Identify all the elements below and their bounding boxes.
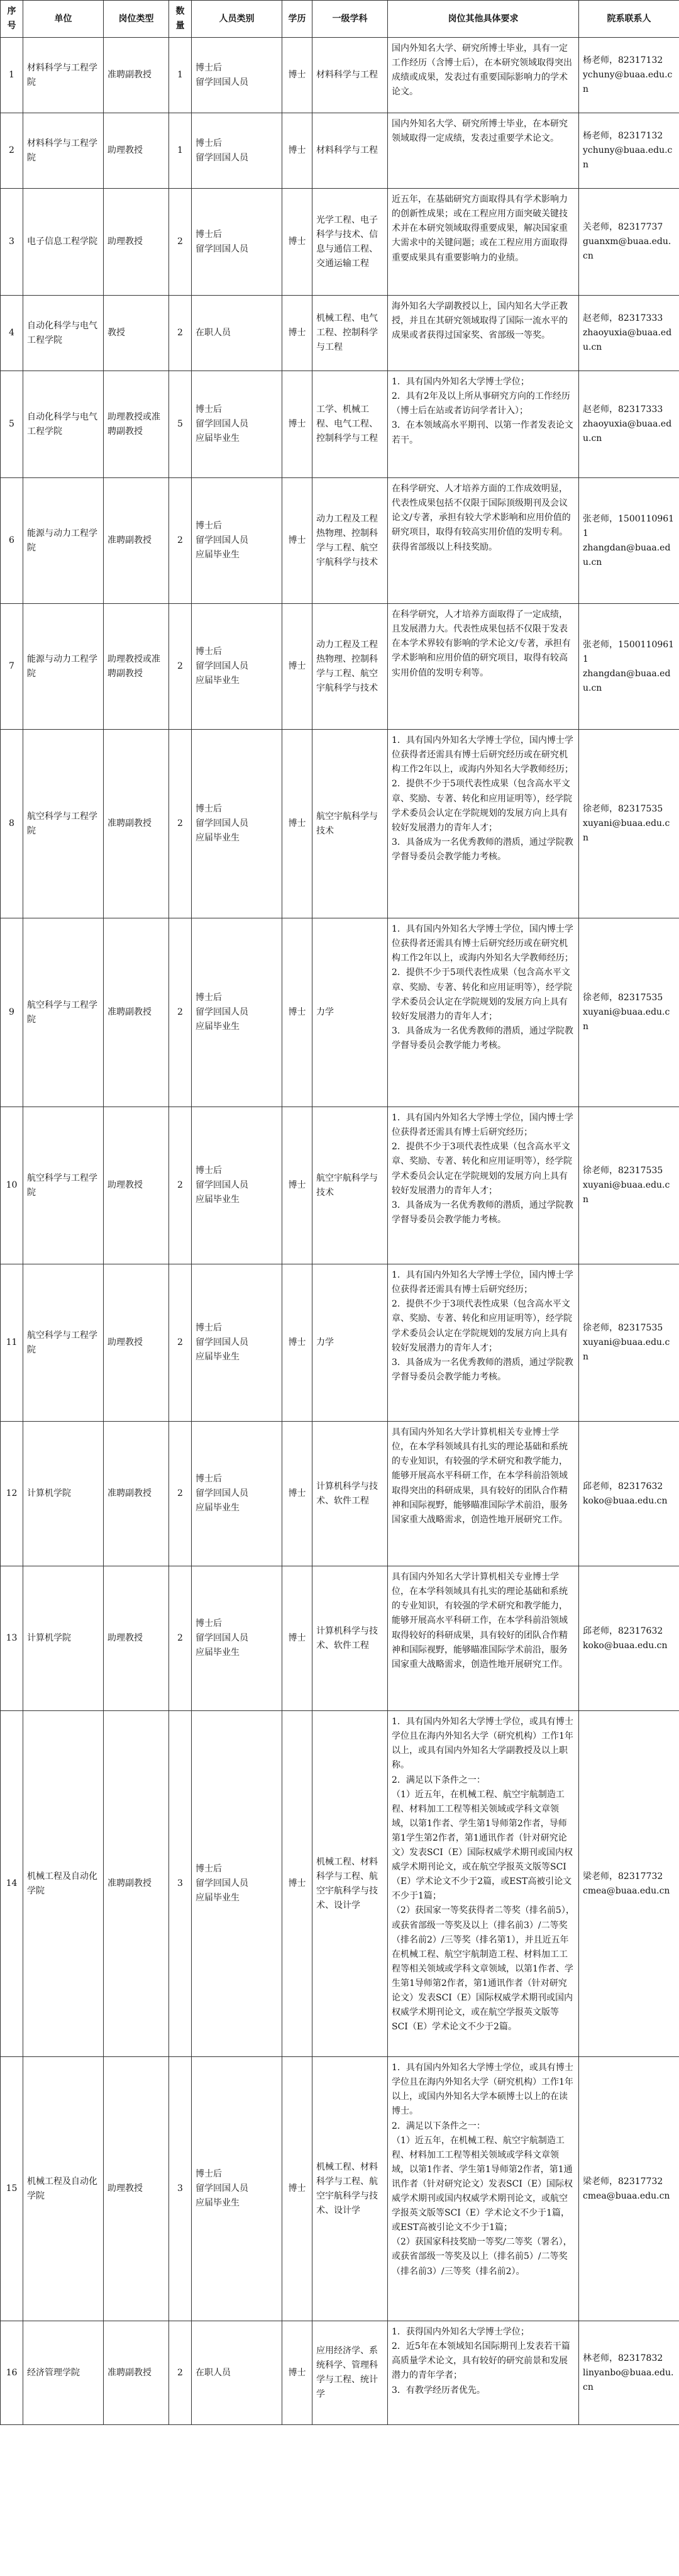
cell-requirements-line: 2．近5年在本领域知名国际期刊上发表若干篇高质量学术论文，具有较好的研究前景和发展潜力的青年学者； [392, 2341, 570, 2381]
cell-personnel-category-line: 博士后 [196, 1323, 222, 1334]
cell-unit: 电子信息工程学院 [23, 189, 104, 296]
cell-contact [579, 113, 679, 189]
cell-index: 3 [1, 189, 23, 296]
contact-email[interactable]: koko@buaa.edu.cn [583, 1495, 668, 1506]
header-education: 学历 [282, 1, 312, 38]
table-row [1, 1107, 679, 1264]
cell-quantity: 3 [169, 2057, 192, 2321]
cell-position-type: 助理教授 [104, 1566, 169, 1711]
header-unit: 单位 [23, 1, 104, 38]
cell-requirements-line: 2．具有2年及以上所从事研究方向的工作经历（博士后在站或者访问学者计入）； [392, 391, 570, 416]
cell-personnel-category-line: 应届毕业生 [196, 833, 240, 844]
cell-personnel-category-line: 留学回国人员 [196, 1878, 248, 1889]
cell-personnel-category-line: 应届毕业生 [196, 2198, 240, 2209]
cell-requirements [388, 371, 579, 478]
cell-position-type: 准聘副教授 [104, 1422, 169, 1566]
cell-unit: 能源与动力工程学院 [23, 478, 104, 604]
cell-unit: 能源与动力工程学院 [23, 604, 104, 730]
cell-discipline: 机械工程、电气工程、控制科学与工程 [312, 296, 388, 371]
cell-requirements-line: 1．具有国内外知名大学博士学位，国内博士学位获得者还需具有博士后研究经历或在研究机构工作2年以上，或海内外知名大学教师经历； [392, 735, 573, 775]
cell-unit: 航空科学与工程学院 [23, 1264, 104, 1422]
cell-quantity: 2 [169, 2321, 192, 2425]
cell-position-type: 助理教授或准聘副教授 [104, 371, 169, 478]
cell-contact [579, 730, 679, 918]
cell-education: 博士 [282, 296, 312, 371]
contact-email[interactable]: koko@buaa.edu.cn [583, 1640, 668, 1651]
cell-personnel-category-line: 留学回国人员 [196, 661, 248, 672]
contact-name-phone: 杨老师，82317132 [583, 131, 663, 142]
cell-requirements-line: 1．具有国内外知名大学博士学位，或具有博士学位且在海内外知名大学（研究机构）工作1年以上，或国内外知名大学本硕博士以上的在读博士。 [392, 2063, 573, 2117]
cell-education: 博士 [282, 1711, 312, 2057]
contact-email[interactable]: zhangdan@buaa.edu.cn [583, 542, 671, 567]
table-row [1, 730, 679, 918]
cell-requirements-line: 1．具有国内外知名大学博士学位； [392, 377, 529, 388]
cell-personnel-category [192, 604, 282, 730]
header-quantity: 数量 [169, 1, 192, 38]
cell-personnel-category-line: 留学回国人员 [196, 77, 248, 87]
table-row [1, 478, 679, 604]
cell-requirements [388, 2057, 579, 2321]
cell-personnel-category-line: 博士后 [196, 993, 222, 1003]
cell-education: 博士 [282, 189, 312, 296]
cell-position-type: 准聘副教授 [104, 918, 169, 1107]
cell-requirements [388, 1264, 579, 1422]
cell-contact [579, 604, 679, 730]
cell-requirements [388, 1711, 579, 2057]
cell-contact [579, 1566, 679, 1711]
cell-contact [579, 918, 679, 1107]
cell-unit: 经济管理学院 [23, 2321, 104, 2425]
cell-index: 9 [1, 918, 23, 1107]
table-row [1, 1422, 679, 1566]
cell-position-type: 准聘副教授 [104, 38, 169, 113]
cell-requirements-line: 3．具备成为一名优秀教师的潜质，通过学院教学督导委员会教学能力考核。 [392, 1357, 573, 1382]
contact-email[interactable]: zhangdan@buaa.edu.cn [583, 668, 671, 693]
cell-education: 博士 [282, 113, 312, 189]
cell-requirements-line: （2）获国家科技奖励一等奖/二等奖（署名），或获省部级一等奖及以上（排名前5）/二等奖（排名前3）/三等奖（排名前2）。 [392, 2237, 572, 2277]
table-row [1, 2057, 679, 2321]
cell-personnel-category-line: 留学回国人员 [196, 1633, 248, 1644]
contact-name-phone: 张老师，15001109611 [583, 639, 675, 664]
cell-personnel-category [192, 2057, 282, 2321]
cell-unit: 材料科学与工程学院 [23, 38, 104, 113]
cell-personnel-category-line: 博士后 [196, 647, 222, 657]
table-row [1, 918, 679, 1107]
cell-index: 2 [1, 113, 23, 189]
cell-personnel-category [192, 1107, 282, 1264]
cell-index: 8 [1, 730, 23, 918]
cell-position-type: 准聘副教授 [104, 2321, 169, 2425]
cell-requirements: 国内外知名大学、研究所博士毕业，具有一定工作经历（含博士后），在本研究领域取得突出成绩或成果，发表过有重要国际影响力的学术论文。 [388, 38, 579, 113]
cell-quantity: 2 [169, 1107, 192, 1264]
cell-requirements: 国内外知名大学、研究所博士毕业，在本研究领域取得一定成绩，发表过重要学术论文。 [388, 113, 579, 189]
cell-requirements: 在科学研究，人才培养方面取得了一定成绩，且发展潜力大。代表性成果包括不仅限于发表在本学术界较有影响的学术论文/专著，承担有学术影响和应用价值的研究项目，取得有较高实用价值的发明专利等。 [388, 604, 579, 730]
contact-name-phone: 徐老师，82317535 [583, 993, 663, 1003]
cell-index: 6 [1, 478, 23, 604]
cell-index: 12 [1, 1422, 23, 1566]
cell-requirements-line: （2）获国家一等奖获得者二等奖（排名前5），或获省部级一等奖及以上（排名前3）/二等奖（排名前2）/三等奖（排名第1），并且近五年在机械工程、航空宇航制造工程、材料加工工程等相关领域或学科文章领域，以第1作者、学生第1导师第2作者，第1通讯作者（针对研究论文）发表SCI（E）国际权威学术期刊或国内权威学术期刊论文，或在航空学报英文版等SCI（E）学术论文不少于2篇。 [392, 1905, 575, 2032]
cell-requirements [388, 730, 579, 918]
cell-unit: 材料科学与工程学院 [23, 113, 104, 189]
cell-education: 博士 [282, 730, 312, 918]
cell-discipline: 工学、机械工程、电气工程、控制科学与工程 [312, 371, 388, 478]
cell-personnel-category-line: 博士后 [196, 62, 222, 73]
contact-name-phone: 杨老师，82317132 [583, 55, 663, 66]
cell-personnel-category [192, 1711, 282, 2057]
cell-personnel-category-line: 博士后 [196, 229, 222, 240]
cell-quantity: 2 [169, 1422, 192, 1566]
cell-discipline: 计算机科学与技术、软件工程 [312, 1422, 388, 1566]
cell-quantity: 2 [169, 1264, 192, 1422]
table-row [1, 1566, 679, 1711]
contact-name-phone: 邱老师，82317632 [583, 1625, 663, 1636]
cell-requirements [388, 918, 579, 1107]
cell-position-type: 准聘副教授 [104, 1711, 169, 2057]
cell-requirements: 在科学研究、人才培养方面的工作成效明显，代表性成果包括不仅限于国际顶级期刊及会议论文/专著，承担有较大学术影响和应用价值的研究项目，取得有较高实用价值的发明专利。获得省部级以上科技奖励。 [388, 478, 579, 604]
contact-name-phone: 梁老师，82317732 [583, 1871, 663, 1882]
cell-discipline: 航空宇航科学与技术 [312, 1107, 388, 1264]
cell-requirements-line: 1．具有国内外知名大学博士学位，国内博士学位获得者还需具有博士后研究经历； [392, 1113, 573, 1138]
cell-unit: 计算机学院 [23, 1566, 104, 1711]
cell-requirements [388, 2321, 579, 2425]
contact-email[interactable]: ychuny@buaa.edu.cn [583, 70, 673, 95]
cell-position-type: 助理教授 [104, 1107, 169, 1264]
cell-contact [579, 2321, 679, 2425]
cell-personnel-category-line: 博士后 [196, 138, 222, 148]
contact-name-phone: 徐老师，82317535 [583, 804, 663, 815]
cell-education: 博士 [282, 38, 312, 113]
cell-requirements-line: 2．提供不少于5项代表性成果（包含高水平文章、奖励、专著、转化和应用证明等），经学院学术委员会认定在学院规划的发展方向上具有较好发展潜力的青年人才； [392, 779, 572, 833]
cell-personnel-category-line: 留学回国人员 [196, 535, 248, 546]
table-row [1, 1711, 679, 2057]
cell-contact [579, 371, 679, 478]
cell-requirements-line: 3．有教学经历者优先。 [392, 2385, 485, 2395]
cell-personnel-category [192, 918, 282, 1107]
cell-unit: 航空科学与工程学院 [23, 918, 104, 1107]
cell-education: 博士 [282, 1264, 312, 1422]
cell-personnel-category [192, 113, 282, 189]
cell-discipline: 机械工程、材料科学与工程、航空宇航科学与技术、设计学 [312, 2057, 388, 2321]
cell-index: 4 [1, 296, 23, 371]
cell-quantity: 2 [169, 1566, 192, 1711]
cell-discipline: 材料科学与工程 [312, 38, 388, 113]
cell-position-type: 助理教授 [104, 113, 169, 189]
cell-education: 博士 [282, 918, 312, 1107]
cell-requirements-line: 2．满足以下条件之一： [392, 2121, 485, 2131]
cell-discipline: 动力工程及工程热物理、控制科学与工程、航空宇航科学与技术 [312, 478, 388, 604]
cell-personnel-category [192, 1422, 282, 1566]
cell-personnel-category [192, 189, 282, 296]
cell-position-type: 准聘副教授 [104, 478, 169, 604]
cell-personnel-category [192, 38, 282, 113]
cell-personnel-category-line: 留学回国人员 [196, 818, 248, 829]
cell-unit: 航空科学与工程学院 [23, 1107, 104, 1264]
table-row [1, 604, 679, 730]
cell-discipline: 动力工程及工程热物理、控制科学与工程、航空宇航科学与技术 [312, 604, 388, 730]
cell-index: 16 [1, 2321, 23, 2425]
cell-index: 1 [1, 38, 23, 113]
contact-email[interactable]: guanxm@buaa.edu.cn [583, 237, 671, 262]
cell-quantity: 5 [169, 371, 192, 478]
cell-personnel-category [192, 730, 282, 918]
header-index: 序号 [1, 1, 23, 38]
cell-contact [579, 189, 679, 296]
contact-email[interactable]: xuyani@buaa.edu.cn [583, 1337, 670, 1363]
contact-name-phone: 徐老师，82317535 [583, 1166, 663, 1176]
cell-contact [579, 1264, 679, 1422]
cell-personnel-category-line: 留学回国人员 [196, 1337, 248, 1348]
cell-requirements-line: 1．具有国内外知名大学博士学位，或具有博士学位且在海内外知名大学（研究机构）工作1年以上，或具有国内外知名大学副教授及以上职称。 [392, 1717, 573, 1771]
cell-discipline: 材料科学与工程 [312, 113, 388, 189]
cell-unit: 航空科学与工程学院 [23, 730, 104, 918]
cell-contact [579, 1107, 679, 1264]
cell-requirements-line: （1）近五年，在机械工程、航空宇航制造工程、材料加工工程等相关领域或学科文章领域，以第1作者、学生第1导师第2作者，第1通讯作者（针对研究论文）发表SCI（E）国际权威学术期刊或国内权威学术期刊论文，或航空学报英文版等SCI（E）学术论文不少于1篇，或EST高被引论文不少于1篇； [392, 2135, 573, 2233]
cell-position-type: 助理教授 [104, 2057, 169, 2321]
contact-email[interactable]: ychuny@buaa.edu.cn [583, 145, 673, 170]
cell-requirements-line: 2．提供不少于3项代表性成果（包含高水平文章、奖励、专著、转化和应用证明等），经学院学术委员会认定在学院规划的发展方向上具有较好发展潜力的青年人才； [392, 1299, 572, 1353]
cell-personnel-category-line: 应届毕业生 [196, 676, 240, 686]
cell-personnel-category [192, 1264, 282, 1422]
contact-email[interactable]: cmea@buaa.edu.cn [583, 2190, 670, 2201]
cell-discipline: 力学 [312, 918, 388, 1107]
cell-personnel-category-line: 留学回国人员 [196, 419, 248, 430]
contact-email[interactable]: linyanbo@buaa.edu.cn [583, 2367, 674, 2392]
table-row [1, 1264, 679, 1422]
table-row [1, 2321, 679, 2425]
cell-personnel-category-line: 应届毕业生 [196, 433, 240, 444]
cell-education: 博士 [282, 2321, 312, 2425]
cell-contact [579, 296, 679, 371]
cell-personnel-category-line: 博士后 [196, 1619, 222, 1629]
contact-name-phone: 赵老师，82317333 [583, 404, 663, 415]
cell-requirements-line: 3．具备成为一名优秀教师的潜质，通过学院教学督导委员会教学能力考核。 [392, 837, 573, 862]
cell-personnel-category-line: 博士后 [196, 521, 222, 532]
cell-personnel-category-line: 博士后 [196, 1864, 222, 1875]
contact-name-phone: 林老师，82317832 [583, 2353, 663, 2363]
contact-name-phone: 关老师，82317737 [583, 222, 663, 233]
cell-personnel-category [192, 478, 282, 604]
table-row [1, 38, 679, 113]
cell-unit: 自动化科学与电气工程学院 [23, 296, 104, 371]
cell-quantity: 2 [169, 296, 192, 371]
cell-personnel-category-line: 应届毕业生 [196, 1352, 240, 1363]
cell-personnel-category: 在职人员 [192, 2321, 282, 2425]
cell-personnel-category-line: 应届毕业生 [196, 1022, 240, 1032]
contact-email[interactable]: xuyani@buaa.edu.cn [583, 1180, 670, 1205]
cell-unit: 机械工程及自动化学院 [23, 2057, 104, 2321]
cell-requirements-line: 1．具有国内外知名大学博士学位，国内博士学位获得者还需具有博士后研究经历或在研究机构工作2年以上，或海内外知名大学教师经历； [392, 924, 573, 964]
cell-personnel-category-line: 应届毕业生 [196, 1503, 240, 1514]
cell-discipline: 应用经济学、系统科学、管理科学与工程、统计学 [312, 2321, 388, 2425]
table-header [1, 1, 679, 38]
cell-personnel-category-line: 应届毕业生 [196, 1648, 240, 1658]
cell-position-type: 助理教授 [104, 189, 169, 296]
table-row [1, 189, 679, 296]
cell-requirements: 近五年，在基础研究方面取得具有学术影响力的创新性成果；或在工程应用方面突破关键技术并在本研究领域取得重要成果，解决国家重大需求中的关键问题；或在工程应用方面取得重要成果具有重要影响力的业绩。 [388, 189, 579, 296]
cell-personnel-category-line: 留学回国人员 [196, 1180, 248, 1191]
cell-contact [579, 478, 679, 604]
contact-name-phone: 张老师，15001109611 [583, 513, 675, 538]
cell-quantity: 2 [169, 918, 192, 1107]
contact-email[interactable]: zhaoyuxia@buaa.edu.cn [583, 328, 672, 353]
cell-personnel-category-line: 应届毕业生 [196, 1195, 240, 1205]
cell-quantity: 2 [169, 478, 192, 604]
cell-index: 5 [1, 371, 23, 478]
cell-contact [579, 1711, 679, 2057]
cell-quantity: 2 [169, 604, 192, 730]
cell-education: 博士 [282, 1566, 312, 1711]
cell-personnel-category-line: 博士后 [196, 1474, 222, 1485]
contact-email[interactable]: xuyani@buaa.edu.cn [583, 818, 670, 844]
cell-personnel-category [192, 371, 282, 478]
cell-personnel-category-line: 留学回国人员 [196, 1007, 248, 1018]
cell-index: 15 [1, 2057, 23, 2321]
cell-contact [579, 38, 679, 113]
cell-quantity: 2 [169, 189, 192, 296]
cell-personnel-category-line: 留学回国人员 [196, 1488, 248, 1499]
cell-position-type: 助理教授 [104, 1264, 169, 1422]
cell-personnel-category-line: 博士后 [196, 404, 222, 415]
header-personnel-category: 人员类别 [192, 1, 282, 38]
cell-unit: 机械工程及自动化学院 [23, 1711, 104, 2057]
cell-index: 11 [1, 1264, 23, 1422]
cell-index: 7 [1, 604, 23, 730]
cell-requirements: 具有国内外知名大学计算机相关专业博士学位，在本学科领域具有扎实的理论基础和系统的专业知识，有较强的学术研究和教学能力，能够开展高水平科研工作，在本学科前沿领域取得突出的科研成果，具有较好的团队合作精神和国际视野，能够瞄准国际学术前沿，服务国家重大战略需求，创造性地开展研究工作。 [388, 1422, 579, 1566]
cell-requirements-line: 2．提供不少于5项代表性成果（包含高水平文章、奖励、专著、转化和应用证明等），经学院学术委员会认定在学院规划的发展方向上具有较好发展潜力的青年人才； [392, 967, 572, 1022]
cell-personnel-category-line: 留学回国人员 [196, 243, 248, 254]
cell-discipline: 航空宇航科学与技术 [312, 730, 388, 918]
cell-quantity: 3 [169, 1711, 192, 2057]
cell-personnel-category-line: 留学回国人员 [196, 2183, 248, 2194]
cell-requirements: 具有国内外知名大学计算机相关专业博士学位，在本学科领域具有扎实的理论基础和系统的专业知识，有较强的学术研究和教学能力，能够开展高水平科研工作，在本学科前沿领域取得较好的科研成果，具有较好的团队合作精神和国际视野，能够瞄准国际学术前沿，服务国家重大战略需求，创造性地开展研究工作。 [388, 1566, 579, 1711]
cell-education: 博士 [282, 1107, 312, 1264]
table-row [1, 296, 679, 371]
cell-personnel-category: 在职人员 [192, 296, 282, 371]
cell-requirements [388, 1107, 579, 1264]
cell-education: 博士 [282, 604, 312, 730]
cell-personnel-category [192, 1566, 282, 1711]
contact-email[interactable]: zhaoyuxia@buaa.edu.cn [583, 419, 672, 444]
contact-name-phone: 梁老师，82317732 [583, 2176, 663, 2187]
contact-email[interactable]: cmea@buaa.edu.cn [583, 1885, 670, 1896]
cell-requirements-line: 3．在本领域高水平期刊、以第一作者发表论文若干。 [392, 420, 573, 445]
cell-requirements-line: 1．获得国内外知名大学博士学位； [392, 2327, 529, 2338]
header-position-type: 岗位类型 [104, 1, 169, 38]
cell-position-type: 准聘副教授 [104, 730, 169, 918]
cell-discipline: 计算机科学与技术、软件工程 [312, 1566, 388, 1711]
cell-requirements-line: 1．具有国内外知名大学博士学位，国内博士学位获得者还需具有博士后研究经历； [392, 1270, 573, 1295]
table-body [1, 38, 679, 2425]
cell-requirements-line: 3．具备成为一名优秀教师的潜质，通过学院教学督导委员会教学能力考核。 [392, 1200, 573, 1225]
cell-requirements-line: 2．满足以下条件之一： [392, 1775, 485, 1785]
contact-name-phone: 赵老师，82317333 [583, 313, 663, 324]
cell-education: 博士 [282, 1422, 312, 1566]
cell-personnel-category-line: 博士后 [196, 804, 222, 815]
cell-discipline: 光学工程、电子科学与技术、信息与通信工程、交通运输工程 [312, 189, 388, 296]
cell-contact [579, 1422, 679, 1566]
cell-personnel-category-line: 博士后 [196, 1166, 222, 1176]
header-discipline: 一级学科 [312, 1, 388, 38]
contact-email[interactable]: xuyani@buaa.edu.cn [583, 1007, 670, 1032]
table-row [1, 371, 679, 478]
cell-quantity: 1 [169, 38, 192, 113]
cell-index: 10 [1, 1107, 23, 1264]
table-row [1, 113, 679, 189]
cell-requirements: 海外知名大学副教授以上，国内知名大学正教授，并且在其研究领域取得了国际一流水平的成果或者获得过国家奖、省部级一等奖。 [388, 296, 579, 371]
cell-unit: 自动化科学与电气工程学院 [23, 371, 104, 478]
cell-education: 博士 [282, 478, 312, 604]
cell-index: 14 [1, 1711, 23, 2057]
cell-discipline: 力学 [312, 1264, 388, 1422]
cell-personnel-category-line: 应届毕业生 [196, 1893, 240, 1904]
cell-discipline: 机械工程、材料科学与工程、航空宇航科学与技术、设计学 [312, 1711, 388, 2057]
header-requirements: 岗位其他具体要求 [388, 1, 579, 38]
contact-name-phone: 徐老师，82317535 [583, 1323, 663, 1334]
cell-position-type: 助理教授或准聘副教授 [104, 604, 169, 730]
cell-requirements-line: 3．具备成为一名优秀教师的潜质，通过学院教学督导委员会教学能力考核。 [392, 1025, 573, 1051]
cell-education: 博士 [282, 371, 312, 478]
cell-contact [579, 2057, 679, 2321]
cell-requirements-line: 2．提供不少于3项代表性成果（包含高水平文章、奖励、专著、转化和应用证明等），经学院学术委员会认定在学院规划的发展方向上具有较好发展潜力的青年人才； [392, 1142, 572, 1196]
cell-education: 博士 [282, 2057, 312, 2321]
header-contact: 院系联系人 [579, 1, 679, 38]
cell-unit: 计算机学院 [23, 1422, 104, 1566]
cell-index: 13 [1, 1566, 23, 1711]
cell-personnel-category-line: 留学回国人员 [196, 152, 248, 163]
cell-quantity: 1 [169, 113, 192, 189]
cell-personnel-category-line: 应届毕业生 [196, 550, 240, 560]
cell-position-type: 教授 [104, 296, 169, 371]
cell-personnel-category-line: 博士后 [196, 2169, 222, 2180]
contact-name-phone: 邱老师，82317632 [583, 1481, 663, 1492]
cell-requirements-line: （1）近五年，在机械工程、航空宇航制造工程、材料加工工程等相关领域或学科文章领域，以第1作者、学生第1导师第2作者，导师第1学生第2作者，第1通讯作者（针对研究论文）发表SCI（E）国际权威学术期刊或国内权威学术期刊论文，或在航空学报英文版等SCI（E）学术论文不少于2篇，或EST高被引论文不少于1篇； [392, 1789, 573, 1902]
cell-quantity: 2 [169, 730, 192, 918]
